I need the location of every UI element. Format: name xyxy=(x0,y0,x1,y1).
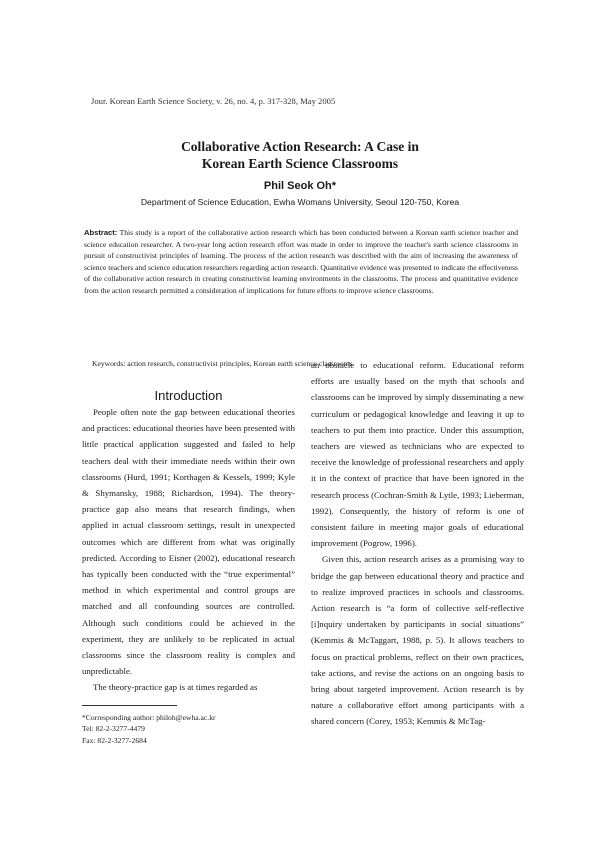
footnote-fax: Fax: 82-2-3277-2684 xyxy=(82,735,147,745)
right-column xyxy=(311,357,524,730)
abstract-label: Abstract: xyxy=(84,228,118,237)
body-paragraph: People often note the gap between educational theories and practices: educational theories have been presented with little practical application suggested and failed to help teachers deal with their immediate needs within their own classrooms (Hurd, 1991; Korthagen & Kessels, 1999; Kyle & Shymansky, 1988; Richardson, 1994). The theory-practice gap also means that research findings, when applied in actual classroom settings, result in unexpected outcomes which are different from what was originally predicted. According to Eisner (2002), educational research has typically been conducted with the “true experimental” method in which experimental and control groups are matched and all confounding sources are controlled. Although such conditions could be achieved in the experiment, they are unlikely to be replicated in actual classrooms since the classroom reality is complex and unpredictable. xyxy=(82,407,295,677)
footnote-telephone: Tel: 82-2-3277-4479 xyxy=(82,724,145,734)
abstract xyxy=(84,227,518,297)
author-affiliation: Department of Science Education, Ewha Womans University, Seoul 120-750, Korea xyxy=(140,197,460,207)
section-heading-introduction: Introduction xyxy=(154,388,223,403)
journal-citation: Jour. Korean Earth Science Society, v. 26, no. 4, p. 317-328, May 2005 xyxy=(91,96,336,106)
footnote-corresponding-author: *Corresponding author: philoh@ewha.ac.kr xyxy=(82,713,216,722)
body-paragraph: an obstacle to educational reform. Educational reform efforts are usually based on the myth that schools and classrooms can be improved by simply disseminating a new curriculum or pedagogical knowledge and leaving it up to teachers to put them into practice. Under this assumption, teachers are viewed as technicians who are expected to receive the knowledge of professional researchers and apply it in the context of practice that have been ignored in the research process (Cochran-Smith & Lytle, 1993; Lieberman, 1992). Consequently, the history of reform is one of consistent failure in meeting major goals of educational improvement (Pogrow, 1996). xyxy=(311,360,525,549)
body-paragraph: The theory-practice gap is at times regarded as xyxy=(93,682,258,693)
left-column xyxy=(82,388,295,696)
footnote-divider xyxy=(82,705,177,706)
title-line-2: Korean Earth Science Classrooms xyxy=(201,156,399,171)
body-paragraph: Given this, action research arises as a promising way to bridge the gap between educational theory and practice and to realize improved practices in schools and classrooms. Action research is “a form of collective self-reflective [i]nquiry undertaken by participants in social situations” (Kemmis & McTaggart, 1988, p. 5). It allows teachers to focus on practical problems, reflect on their own practices, take actions, and revise the actions on an ongoing basis to bring about targeted improvement. Action research is by nature a collaborative effort among participants with a shared concern (Corey, 1953; Kemmis & McTag- xyxy=(311,554,524,727)
footnote xyxy=(82,712,216,746)
article-title xyxy=(0,138,600,172)
title-line-1: Collaborative Action Research: A Case in xyxy=(181,139,419,154)
keywords: Keywords: action research, constructivist principles, Korean earth science classrooms xyxy=(92,359,353,368)
abstract-text: This study is a report of the collaborative action research which has been conducted between a Korean earth science teacher and science education researcher. A two-year long action research effort was made in order to improve the teacher's earth science classrooms in pursuit of constructivist principles of learning. The process of the action research was described with the aim of increasing the awareness of science teachers and science education researchers regarding action research. Quantitative evidence was presented to indicate the effectiveness of the collaborative action research in creating constructivist learning environments in the classrooms. The process and quantitative evidence from the action research permitted a consideration of implications for future efforts to improve science classrooms. xyxy=(84,228,518,295)
author-name: Phil Seok Oh* xyxy=(263,180,337,192)
